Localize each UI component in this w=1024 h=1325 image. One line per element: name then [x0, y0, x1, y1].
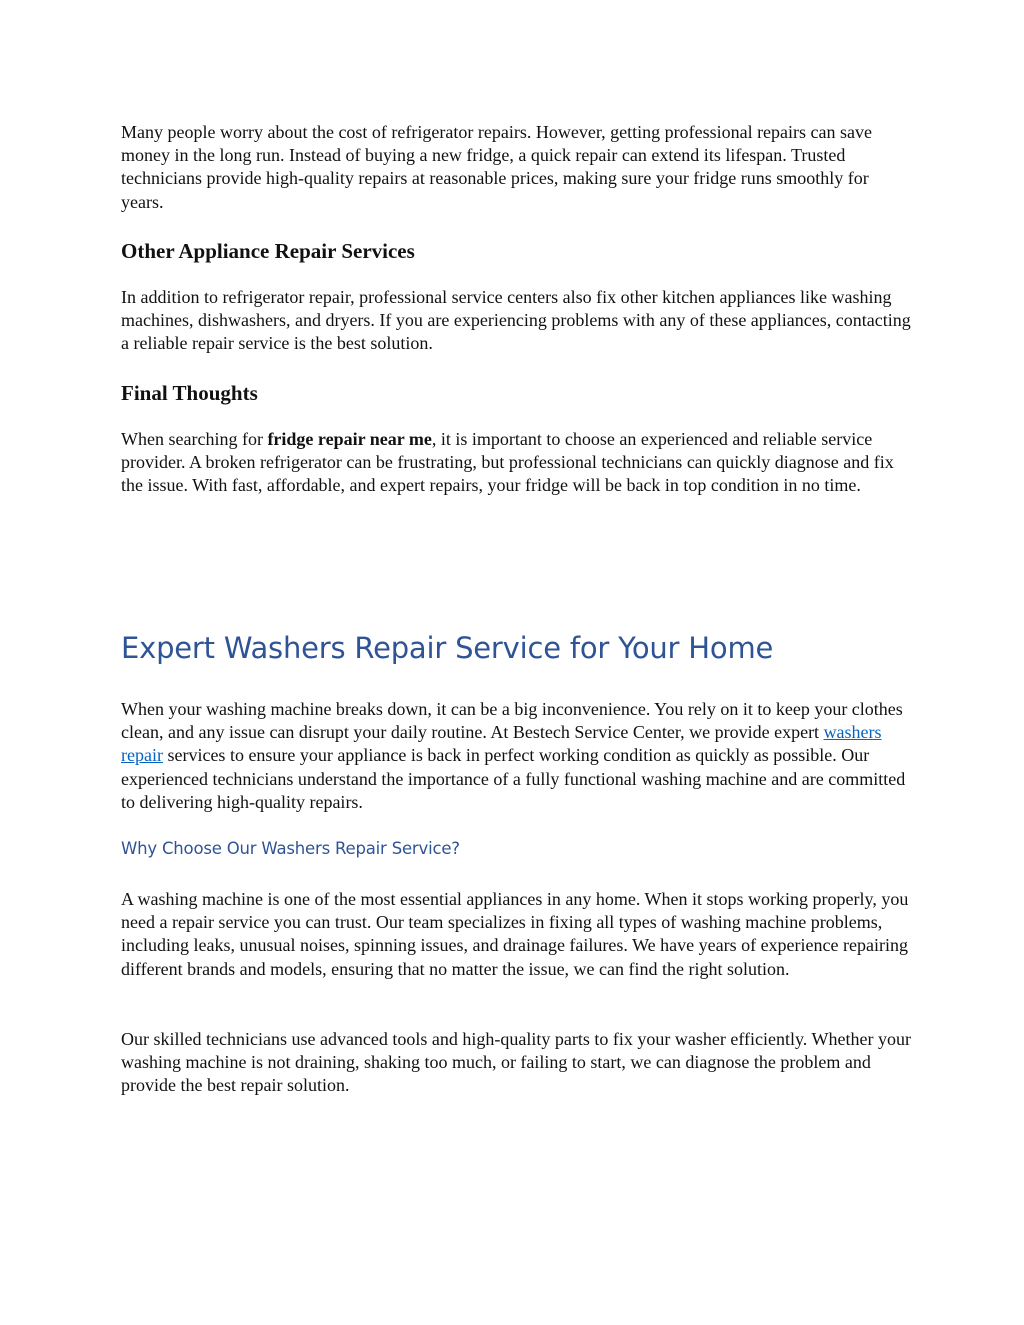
other-services-heading: Other Appliance Repair Services: [121, 239, 415, 263]
final-thoughts-heading: Final Thoughts: [121, 381, 258, 405]
washers-intro-text-start: When your washing machine breaks down, it can be a big inconvenience. You rely on it to keep your clothes clean, and any issue can disrupt your daily routine. At Bestech Service Center, we provide expert: [121, 699, 903, 743]
washers-section-title: Expert Washers Repair Service for Your Home: [121, 631, 774, 665]
final-thoughts-text-end: , it is important to choose an experienced and reliable service provider. A broken refrigerator can be frustrating, but professional technicians can quickly diagnose and fix the issue. With fast, affordable, and expert repairs, your fridge will be back in top condition in no time.: [121, 429, 894, 496]
washers-repair-link[interactable]: washers repair: [121, 722, 882, 766]
final-thoughts-text-start: When searching for: [121, 429, 268, 449]
other-services-paragraph: In addition to refrigerator repair, professional service centers also fix other kitchen appliances like washing machines, dishwashers, and dryers. If you are experiencing problems with any of these appliances, contacting a reliable repair service is the best solution.: [121, 287, 911, 354]
washers-intro-paragraph: [121, 698, 911, 814]
cost-paragraph: Many people worry about the cost of refrigerator repairs. However, getting professional repairs can save money in the long run. Instead of buying a new fridge, a quick repair can extend its lifespan. Trusted technicians provide high-quality repairs at reasonable prices, making sure your fridge runs smoothly for years.: [121, 122, 872, 212]
fridge-repair-keyword: fridge repair near me: [267, 429, 432, 449]
why-choose-paragraph-2: Our skilled technicians use advanced tools and high-quality parts to fix your washer efficiently. Whether your washing machine is not draining, shaking too much, or failing to start, we can diagnose the problem and provide the best repair solution.: [121, 1029, 911, 1096]
final-thoughts-paragraph: [121, 428, 911, 498]
why-choose-subheading: Why Choose Our Washers Repair Service?: [121, 839, 460, 858]
washers-intro-text-end: services to ensure your appliance is back in perfect working condition as quickly as possible. Our experienced technicians understand the importance of a fully functional washing machine and are committed to delivering high-quality repairs.: [121, 745, 906, 812]
why-choose-paragraph-1: A washing machine is one of the most essential appliances in any home. When it stops working properly, you need a repair service you can trust. Our team specializes in fixing all types of washing machine problems, including leaks, unusual noises, spinning issues, and drainage failures. We have years of experience repairing different brands and models, ensuring that no matter the issue, we can find the right solution.: [121, 889, 909, 979]
